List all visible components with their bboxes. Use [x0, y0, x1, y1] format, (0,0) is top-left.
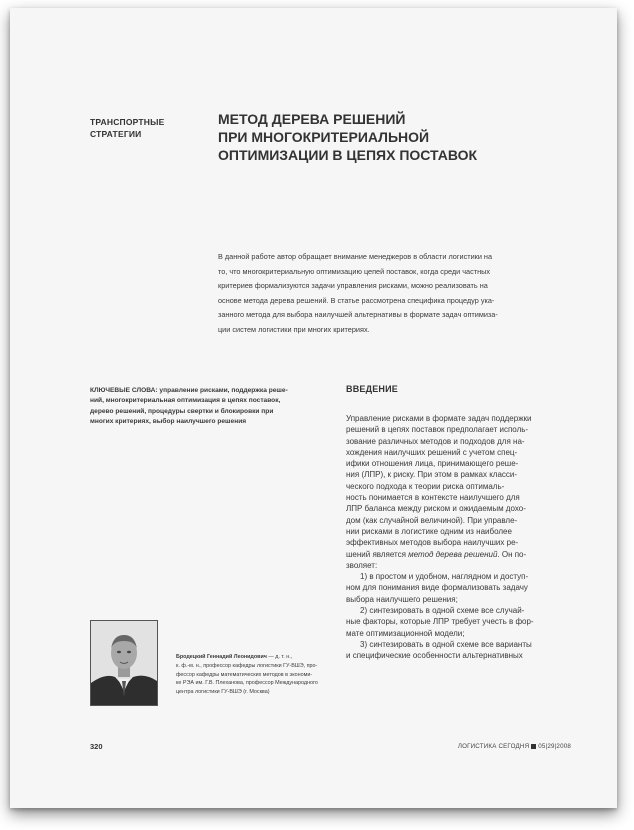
body-line: ном для понимания виде формализовать задачу [346, 583, 528, 593]
list-item-2: 2) синтезировать в одной схеме все случай- [360, 606, 525, 616]
body-line: ЛПР баланса между риском и ожидаемым дохо- [346, 504, 526, 514]
body-line: и специфические особенности альтернативных [346, 651, 523, 661]
body-line: мате оптимизационной модели; [346, 628, 465, 638]
list-item-3: 3) синтезировать в одной схеме все варианты [360, 639, 532, 649]
author-name: Бродецкий Геннадий Леонидович [176, 654, 267, 660]
journal-footer [458, 743, 571, 750]
body-line: нии рисками в логистике одним из наиболее [346, 526, 512, 536]
body-line: ные факторы, которые ЛПР требует учесть в фор- [346, 617, 534, 627]
body-text [346, 413, 581, 662]
body-line: зование различных методов и подходов для на- [346, 436, 525, 446]
journal-issue: 05|29|2008 [538, 743, 571, 750]
body-line: выбора наилучшего решения; [346, 594, 458, 604]
author-line: ке РЭА им. Г.В. Плеханова, профессор Международного [176, 680, 318, 687]
title-line: ПРИ МНОГОКРИТЕРИАЛЬНОЙ [218, 129, 430, 145]
author-info [176, 653, 336, 697]
abstract [218, 250, 598, 338]
body-line: эффективных методов выбора наилучших ре- [346, 538, 519, 548]
abstract-line: основе метода дерева решений. В статье рассмотрена специфика процедур ука- [218, 295, 495, 305]
keywords [90, 386, 330, 428]
body-line: дом (как случайной величиной). При управле- [346, 515, 518, 525]
list-item-1: 1) в простом и удобном, наглядном и доступ- [360, 572, 529, 582]
body-text-segment: . Он по- [497, 549, 527, 559]
section-label [90, 116, 200, 140]
body-line-emphasis [346, 549, 581, 560]
body-line: ифики отношения лица, принимающего реше- [346, 459, 519, 469]
abstract-line: В данной работе автор обращает внимание менеджеров в области логистики на [218, 252, 493, 261]
abstract-line: ции систем логистики при многих критериях. [218, 324, 370, 334]
author-photo [90, 620, 158, 706]
square-separator-icon [531, 744, 536, 749]
author-line [176, 653, 336, 662]
body-line: ческого подхода к теории риска оптималь- [346, 481, 505, 491]
author-line: к. ф.-м. н., профессор кафедры логистики ГУ-ВШЭ, про- [176, 662, 318, 669]
body-line: хождения наилучших решений с учетом спец- [346, 447, 518, 457]
abstract-line: то, что многокритериальную оптимизацию цепей поставок, когда среди частных [218, 266, 491, 276]
author-degree: — д. т. н., [266, 654, 293, 660]
journal-page [10, 8, 617, 808]
section-label-line: СТРАТЕГИИ [90, 129, 142, 139]
author-line: фессор кафедры математических методов в экономи- [176, 671, 313, 678]
article-title [218, 110, 558, 164]
title-line: ОПТИМИЗАЦИИ В ЦЕПЯХ ПОСТАВОК [218, 147, 478, 163]
body-line: решений в цепях поставок предполагает исполь- [346, 425, 529, 435]
intro-heading: ВВЕДЕНИЕ [346, 384, 398, 394]
title-line: МЕТОД ДЕРЕВА РЕШЕНИЙ [218, 111, 406, 127]
journal-name: ЛОГИСТИКА СЕГОДНЯ [457, 743, 530, 750]
emphasis-term: метод дерева решений [408, 549, 498, 559]
keywords-line: многих критериях, выбор наилучшего решения [90, 418, 247, 426]
body-line: зволяет: [346, 560, 378, 570]
section-label-line: ТРАНСПОРТНЫЕ [90, 117, 165, 127]
body-text-segment: шений является [346, 549, 409, 559]
body-line: ность понимается в контексте наилучшего для [346, 493, 520, 503]
keywords-line: дерево решений, процедуры свертки и блокировки при [90, 407, 274, 415]
keywords-line: ний, многокритериальная оптимизация в цепях поставок, [90, 397, 281, 405]
body-line: ния (ЛПР), к риску. При этом в рамках класси- [346, 470, 518, 480]
portrait-image [91, 621, 157, 705]
body-line: Управление рисками в формате задач поддержки [346, 414, 532, 423]
keywords-line: КЛЮЧЕВЫЕ СЛОВА: управление рисками, поддержка реше- [90, 387, 288, 394]
abstract-line: занного метода для выбора наилучшей альтернативы в формате задач оптимиза- [218, 310, 498, 320]
author-line: центра логистики ГУ-ВШЭ (г. Москва) [176, 689, 270, 696]
abstract-line: критериев формализуются задачи управления рисками, можно реализовать на [218, 281, 488, 291]
page-number: 320 [90, 742, 103, 751]
